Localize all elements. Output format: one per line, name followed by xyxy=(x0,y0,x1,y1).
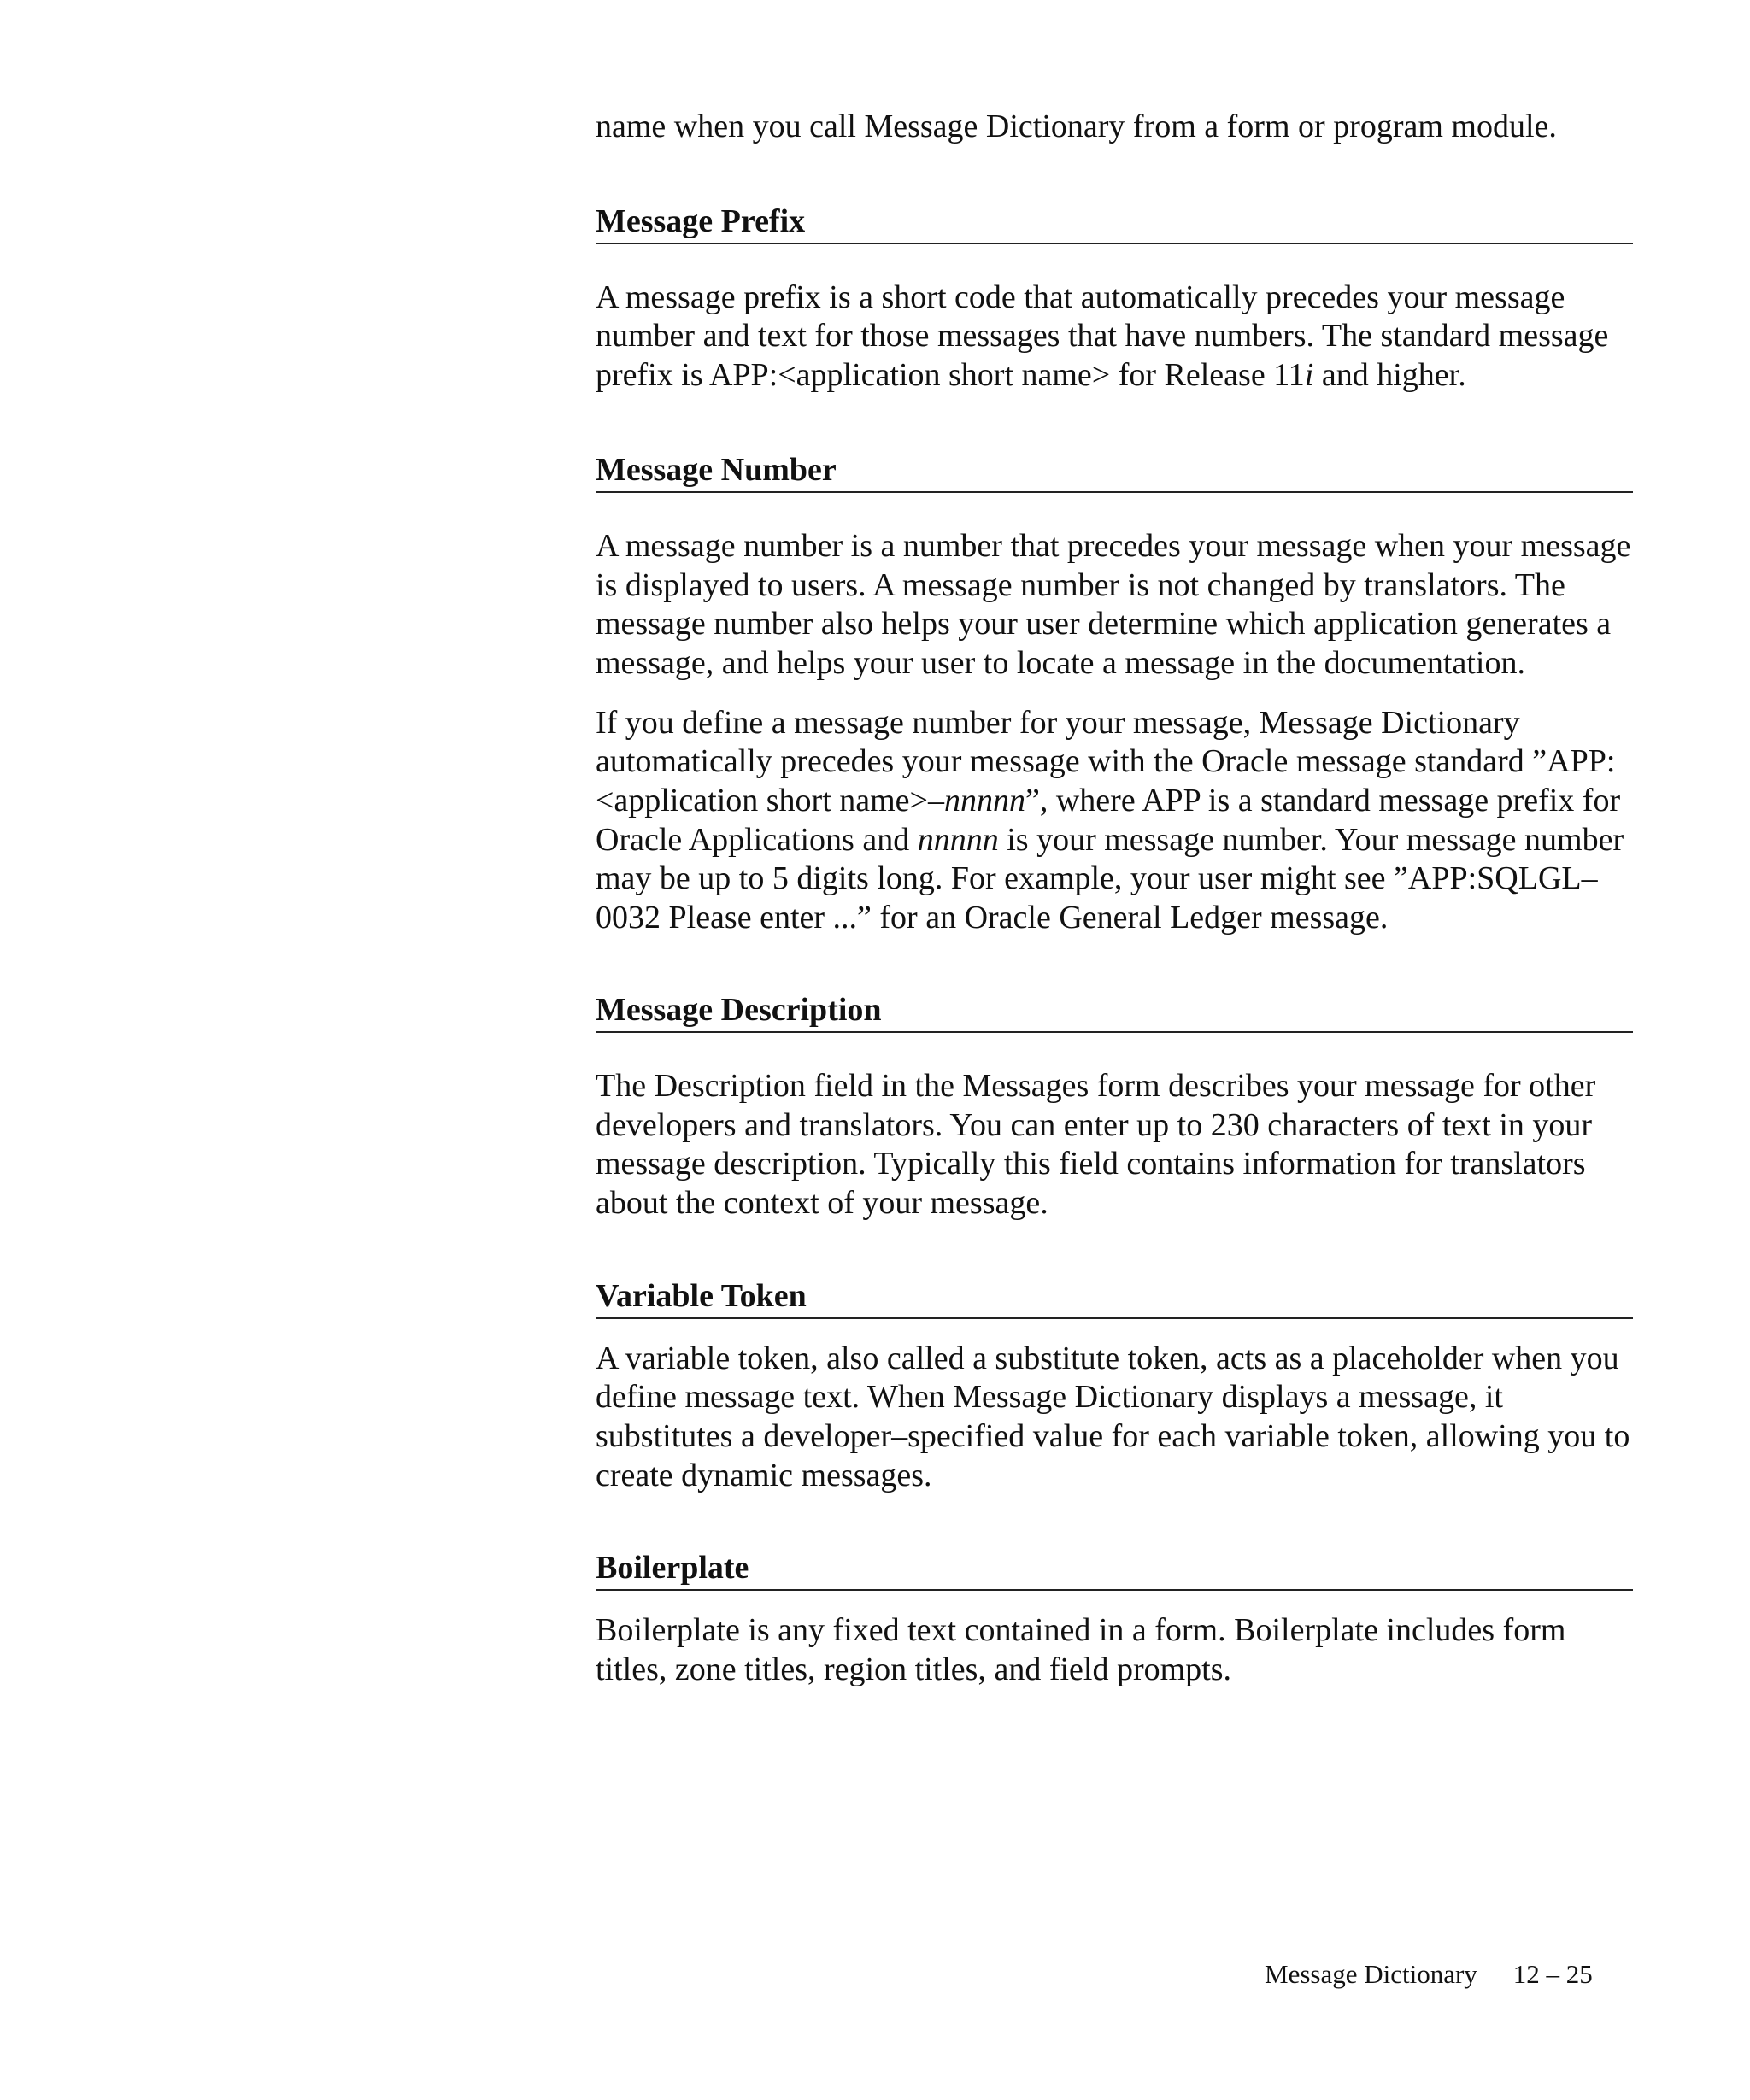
italic-text: nnnnn xyxy=(917,821,999,858)
section-boilerplate xyxy=(596,1549,1633,1689)
section-heading: Message Description xyxy=(596,991,1633,1033)
body-paragraph: Boilerplate is any fixed text contained in a form. Boilerplate includes form titles, zone titles, region titles, and field prompts. xyxy=(596,1612,1566,1688)
page-footer xyxy=(1265,1959,1593,1990)
body-paragraph xyxy=(596,704,1633,938)
text-run: ”, where APP is a standard message prefix for Oracle Applications and xyxy=(596,783,1621,858)
intro-paragraph: name when you call Message Dictionary from a form or program module. xyxy=(596,109,1557,144)
section-heading: Boilerplate xyxy=(596,1549,1633,1591)
section-heading: Message Prefix xyxy=(596,202,1633,244)
body-paragraph: The Description field in the Messages form describes your message for other developers and translators. You can enter up to 230 characters of text in your message description. Typically this field contains information for translators about the context of your message. xyxy=(596,1067,1596,1221)
footer-chapter-title: Message Dictionary xyxy=(1265,1959,1477,1989)
document-body xyxy=(596,108,1633,1690)
section-variable-token xyxy=(596,1277,1633,1496)
text-run: If you define a message number for your message, Message Dictionary automatically precedes your message with the Oracle message standard ”APP:<application short name>– xyxy=(596,704,1616,819)
body-paragraph xyxy=(596,279,1633,396)
footer-page-number: 12 – 25 xyxy=(1512,1959,1593,1989)
text-run: A message prefix is a short code that automatically precedes your message number and text for those messages that have numbers. The standard message prefix is APP:<application short name> for Release 11 xyxy=(596,279,1609,394)
section-message-number xyxy=(596,451,1633,938)
section-heading: Message Number xyxy=(596,451,1633,493)
body-paragraph: A variable token, also called a substitute token, acts as a placeholder when you define message text. When Message Dictionary displays a message, it substitutes a developer–specified value for each variable token, allowing you to create dynamic messages. xyxy=(596,1340,1630,1493)
text-run: and higher. xyxy=(1313,357,1466,394)
italic-text: nnnnn xyxy=(943,783,1025,819)
italic-text: i xyxy=(1304,357,1314,394)
text-run: is your message number. Your message number may be up to 5 digits long. For example, your user might see ”APP:SQLGL–0032 Please enter ...” for an Oracle General Ledger message. xyxy=(596,821,1624,936)
section-message-description xyxy=(596,991,1633,1223)
body-paragraph: A message number is a number that precedes your message when your message is displayed to users. A message number is not changed by translators. The message number also helps your user determine which application generates a message, and helps your user to locate a message in the documentation. xyxy=(596,527,1631,681)
section-message-prefix xyxy=(596,202,1633,396)
section-heading: Variable Token xyxy=(596,1277,1633,1319)
